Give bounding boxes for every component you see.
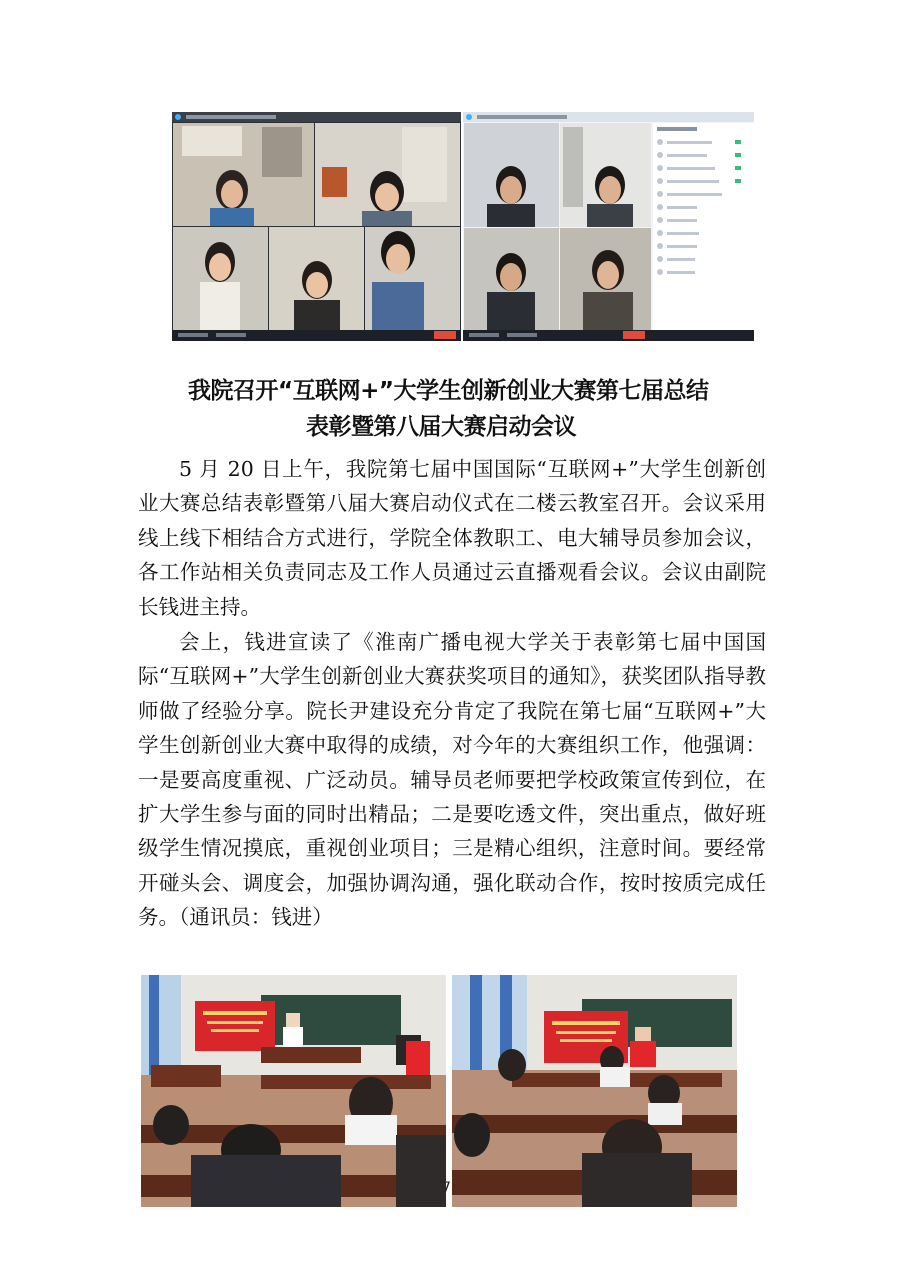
article-title — [150, 373, 790, 445]
article-title-line-2: 表彰暨第八届大赛启动会议 — [306, 414, 576, 440]
article-body — [138, 452, 766, 935]
article-paragraph-2: 会上，钱进宣读了《淮南广播电视大学关于表彰第七届中国国际“互联网+”大学生创新创业大赛获奖项目的通知》，获奖团队指导教师做了经验分享。院长尹建设充分肯定了我院在第七届“互联网+”大学生创新创业大赛中取得的成绩，对今年的大赛组织工作，他强调：一是要高度重视、广泛动员。辅导员老师要把学校政策宣传到位，在扩大学生参与面的同时出精品；二是要吃透文件，突出重点，做好班级学生情况摸底，重视创业项目；三是精心组织，注意时间。要经常开碰头会、调度会，加强协调沟通，强化联动合作，按时按质完成任务。（通讯员：钱进） — [138, 630, 766, 930]
meeting-room-photo-right — [452, 975, 737, 1207]
meeting-room-photo-left — [141, 975, 446, 1207]
page-number: 7 — [442, 1180, 451, 1196]
article-title-line-1: 我院召开“互联网+”大学生创新创业大赛第七届总结 — [188, 378, 709, 404]
article-paragraph-1: 5 月 20 日上午，我院第七届中国国际“互联网+”大学生创新创业大赛总结表彰暨第八届大赛启动仪式在二楼云教室召开。会议采用线上线下相结合方式进行，学院全体教职工、电大辅导员参加会议，各工作站相关负责同志及工作人员通过云直播观看会议。会议由副院长钱进主持。 — [138, 457, 766, 619]
video-conference-photo-right — [463, 112, 754, 341]
video-conference-photo-left — [172, 112, 461, 341]
